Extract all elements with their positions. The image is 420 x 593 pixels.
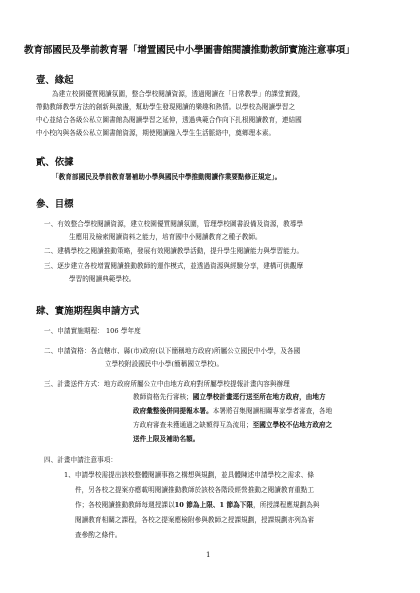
note-1-line-3-text-b: ，所授課程應規劃為與 xyxy=(253,501,320,509)
basis-line: 「教育部國民及學前教育署補助小學與國民中學推動閱讀作業要點修正規定」。 xyxy=(52,173,282,181)
origin-line-4: 中小校內與各級公私立圖書館資源，期使閱讀融入學生生活脈絡中，奠鄉理本素。 xyxy=(36,129,276,137)
submission-line-3 xyxy=(133,407,332,416)
note-1-line-1: 1、申請學校需提出該校整體閱讀事務之構想與規劃，並具體陳述申請學校之需求、條 xyxy=(64,471,315,479)
submission-line-4 xyxy=(133,421,332,430)
note-1-line-4: 閱讀教育相關之課程，各校之提案應檢附參與教師之授課規劃，授課規劃亦列為審 xyxy=(75,516,315,524)
origin-line-1: 為建立校園優質閱讀氛圍，整合學校閱讀資源，透過閱讀在「日常教學」的課堂實踐， xyxy=(52,90,305,98)
notes-heading: 四、計畫申請注意事項： xyxy=(44,456,118,464)
note-1-line-3 xyxy=(75,501,320,510)
origin-line-3: 中心並結合各級公私立圖書館為閱讀學習之延伸，透過典範合作向下扎根閱讀教育，連結國 xyxy=(36,116,302,124)
submission-line-5: 送件上限及補助名額。 xyxy=(133,435,200,443)
origin-line-2: 帶動教師教學方法的創新與激盪，幫助學生發現閱讀的樂趣和熱情。以學校為閱讀學習之 xyxy=(36,103,296,111)
section-heading-schedule: 肆、實施期程與申請方式 xyxy=(36,306,140,317)
note-1-line-3-bold: 10 節為上限、1 節為下限 xyxy=(174,501,254,509)
section-heading-goals: 參、目標 xyxy=(36,199,74,210)
page-number: 1 xyxy=(206,551,211,559)
note-1-line-2: 件，另各校之提案亦應載明閱讀推動教師於該校各階段經營推動之閱讀教育重點工 xyxy=(75,486,315,494)
goal-1-line-1: 一、有效整合學校閱讀資源，建立校園優質閱讀氛圍，管理學校圖書設備及資源，教導學 xyxy=(44,220,304,228)
submission-line-2-text: 教師資格先行審核； xyxy=(133,393,193,401)
submission-line-4-bold: 至國立學校不佔地方政府之 xyxy=(252,421,333,429)
submission-line-4-text: 方政府審查未獲通過之缺額得互為流用； xyxy=(133,421,253,429)
goal-2-line: 二、建構學校之閱讀推動策略，發展有效閱讀教學活動，提升學生閱讀能力與學習能力。 xyxy=(44,247,304,255)
section-heading-origin: 壹、緣起 xyxy=(36,75,74,86)
goal-3-line-1: 三、逐步建立各校增置閱讀推動教師的運作模式，並透過資源與經驗分享，建構可供觀摩 xyxy=(44,262,304,270)
note-1-line-3-text-a: 作；各校閱讀推動教師每週授課以 xyxy=(75,501,175,509)
goal-1-line-2: 生應用及檢索閱讀資料之能力，培育國中小閱讀教育之種子教師。 xyxy=(69,233,262,241)
submission-line-1: 三、計畫送件方式：地方政府所屬公立中由地方政府對所屬學校提報計畫內容與辦理 xyxy=(44,380,290,388)
note-1-line-5: 查參酌之條件。 xyxy=(75,531,122,539)
document-title: 教育部國民及學前教育署「增置國民中小學圖書館閱讀推動教師實施注意事項」 xyxy=(24,45,355,56)
schedule-period: 一、申請實施期程： 106 學年度 xyxy=(44,327,141,335)
section-heading-basis: 貳、依據 xyxy=(36,157,74,168)
submission-line-2 xyxy=(133,393,326,402)
submission-line-3-bold: 政府彙整後併同提報本署。 xyxy=(133,407,213,415)
eligibility-line-1: 二、申請資格：各直轄市、縣(市)政府(以下簡稱地方政府)所屬公立國民中小學，及各國 xyxy=(44,347,301,355)
submission-line-2-bold: 國立學校計畫逕行送至所在地方政府，由地方 xyxy=(192,393,326,401)
submission-line-3-text: 本署將召集閱讀相關專家學者審查，各地 xyxy=(212,407,333,415)
goal-3-line-2: 學習的閱讀典範學校。 xyxy=(69,275,136,283)
eligibility-line-2: 立學校附設國民中小學(簡稱國立學校)。 xyxy=(105,360,224,368)
